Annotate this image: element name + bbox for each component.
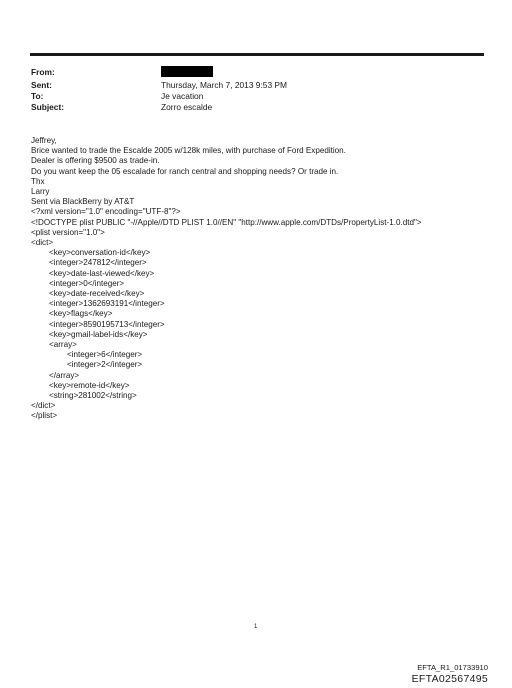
body-line: <integer>0</integer> [31, 278, 125, 288]
body-line: <key>date-received</key> [31, 289, 145, 299]
body-line: <key>gmail-label-ids</key> [31, 329, 148, 339]
body-line: </array> [31, 370, 80, 380]
body-line: Thx [31, 176, 45, 186]
body-line: <key>flags</key> [31, 309, 113, 319]
email-body [31, 136, 491, 422]
subject-label: Subject: [31, 102, 65, 112]
to-value: Je vacation [161, 91, 204, 101]
body-line: Brice wanted to trade the Escalde 2005 w/128k miles, with purchase of Ford Expedition. [31, 146, 346, 156]
body-line: <?xml version="1.0" encoding="UTF-8"?> [31, 207, 181, 217]
body-line: Sent via BlackBerry by AT&T [31, 197, 135, 207]
sent-value: Thursday, March 7, 2013 9:53 PM [161, 80, 287, 90]
body-line: <plist version="1.0"> [31, 227, 105, 237]
body-line: Dealer is offering $9500 as trade-in. [31, 156, 160, 166]
footer-ref-2: EFTA02567495 [411, 673, 488, 685]
body-line: </plist> [31, 411, 58, 421]
footer-ref-1: EFTA_R1_01733910 [417, 663, 488, 672]
body-line: Larry [31, 187, 50, 197]
body-line: <integer>6</integer> [31, 350, 143, 360]
page-number: 1 [254, 624, 258, 630]
body-line: Do you want keep the 05 escalade for ranch central and shopping needs? Or trade in. [31, 166, 339, 176]
redaction-block [161, 66, 213, 77]
body-line: <dict> [31, 238, 54, 248]
to-label: To: [31, 91, 44, 101]
body-line: <key>conversation-id</key> [31, 248, 151, 258]
from-label: From: [31, 67, 55, 77]
header-rule [30, 53, 484, 56]
body-line: Jeffrey, [31, 136, 57, 145]
body-line: <string>281002</string> [31, 391, 137, 401]
body-line: <integer>8590195713</integer> [31, 319, 165, 329]
subject-value: Zorro escalde [161, 102, 213, 112]
body-line: <!DOCTYPE plist PUBLIC "-//Apple//DTD PLIST 1.0//EN" "http://www.apple.com/DTDs/PropertyList-1.0.dtd"> [31, 217, 422, 227]
body-line: <integer>247812</integer> [31, 258, 147, 268]
body-line: <integer>2</integer> [31, 360, 143, 370]
body-line: <key>remote-id</key> [31, 380, 130, 390]
body-line: <key>date-last-viewed</key> [31, 268, 155, 278]
sent-label: Sent: [31, 80, 52, 90]
body-line: <integer>1362693191</integer> [31, 299, 165, 309]
body-line: <array> [31, 340, 77, 350]
body-line: </dict> [31, 401, 56, 411]
